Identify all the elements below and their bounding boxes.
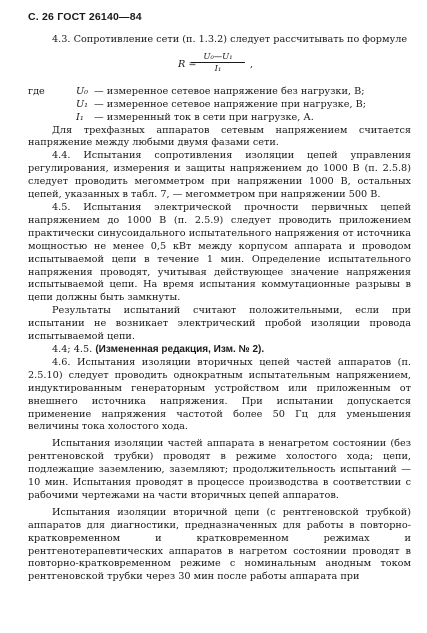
paragraph-4-6: 4.6. Испытания изоляции вторичных цепей частей аппаратов (п. 2.5.10) следует проводить однократным испытательным напряжением, индуктированным генераторным устройством или приложенным от внешнего источника напряжения. При испытании допускается применение напряжения частотой более 50 Гц для уменьшения величины тока холостого хода. [28,356,411,433]
definition-row [28,99,411,112]
paragraph-4-4: 4.4. Испытания сопротивления изоляции цепей управления регулирования, измерения и защиты напряжением до 1000 В (п. 2.5.8) следует проводить мегомметром при напряжении 1000 В, остальных цепей, указанных в табл. 7, — мегомметром при напряжении 500 В. [28,150,411,201]
page-header: С. 26 ГОСТ 26140—84 [28,11,142,23]
document-body [28,34,411,584]
paragraph-4-5: 4.5. Испытания электрической прочности первичных цепей напряжением до 1000 В (п. 2.5.9) следует проводить приложением практически синусоидального испытательного напряжения от источника мощностью не менее 0,5 кВт между корпусом аппарата и проводом испытываемой цепи в течение 1 мин. Определение испытательного напряжения проводят, учитывая действующее значение напряжения испытываемой цепи. На время испытания коммутационные разрывы в цепи должны быть замкнуты. [28,202,411,304]
definition-symbol: I₁ [76,111,84,123]
definition-text: — измеренное сетевое напряжение при нагрузке, В; [94,98,367,110]
paragraph-secondary-test: Испытания изоляции вторичной цепи (с рентгеновской трубкой) аппаратов для диагностики, предназначенных для работы в повторно-кратковременном и кратковременном режимах и рентгенотерапевтических аппаратов в нагретом состоянии проводят в повторно-кратковременном режиме с номинальным анодным током рентгеновской трубки через 30 мин после работы аппарата при [28,506,411,583]
paragraph-three-phase: Для трехфазных аппаратов сетевым напряжением считается напряжение между любыми двумя фазами сети. [28,124,411,149]
formula-fraction [191,51,245,74]
formula-lhs: R = [178,58,197,70]
paragraph-results: Результаты испытаний считают положительными, если при испытании не возникает электрический пробой изоляции провода испытываемой цепи. [28,305,411,343]
formula-numerator: U₀—U₁ [191,51,245,63]
definition-lead: где [28,85,45,97]
paragraph-unheated-test: Испытания изоляции частей аппарата в ненагретом состоянии (без рентгеновской трубки) проводят в режиме холостого хода; цепи, подлежащие заземлению, заземляют; продолжительность испытаний — 10 мин. Испытания проводят в процессе производства в соответствии с рабочими чертежами на части вторичных цепей аппаратов. [28,438,411,501]
definition-row [28,112,411,125]
definition-text: — измеренное сетевое напряжение без нагрузки, В; [94,85,365,97]
formula-denominator: I₁ [214,62,222,73]
resistance-formula [28,49,411,85]
definition-symbol: U₁ [76,98,89,110]
amendment-prefix: 4.4; 4.5. [52,343,93,355]
paragraph-amendment [28,344,411,357]
definition-text: — измеренный ток в сети при нагрузке, А. [94,111,314,123]
definition-symbol: U₀ [76,85,89,97]
formula-definitions [28,86,411,125]
formula-trailing-comma: , [250,58,254,70]
definition-row [28,86,411,99]
amendment-note: (Измененная редакция, Изм. № 2). [95,343,265,355]
paragraph-4-3: 4.3. Сопротивление сети (п. 1.3.2) следует рассчитывать по формуле [52,34,408,45]
